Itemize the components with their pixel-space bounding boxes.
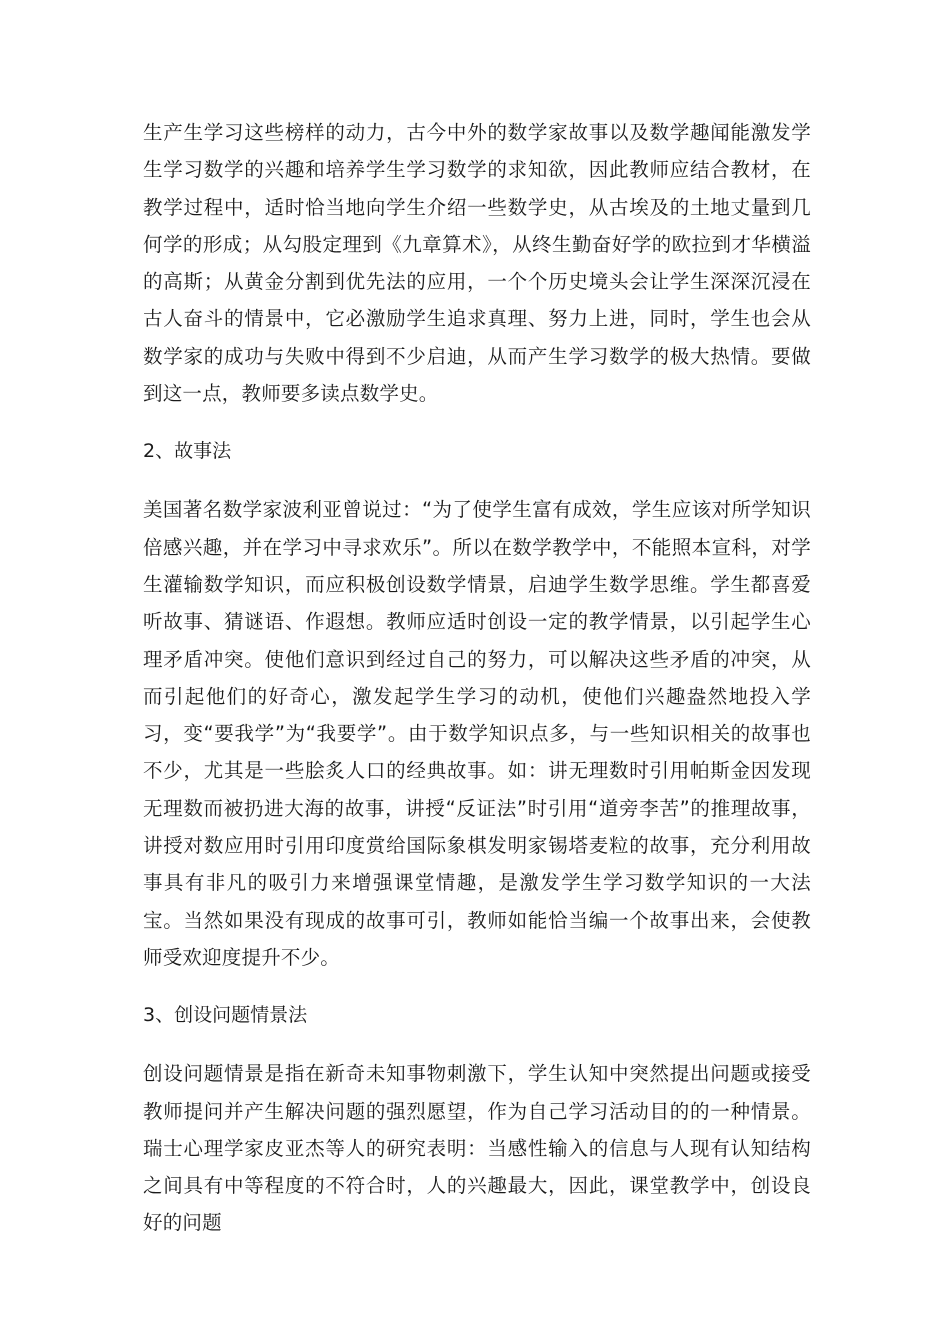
- document-body: [143, 114, 811, 1242]
- heading-problem-scenario-method: 3、创设问题情景法: [143, 1004, 308, 1027]
- paragraph-math-history: 生产生学习这些榜样的动力，古今中外的数学家故事以及数学趣闻能激发学生学习数学的兴趣和培养学生学习数学的求知欲，因此教师应结合教材，在教学过程中，适时恰当地向学生介绍一些数学史，从古埃及的土地丈量到几何学的形成；从勾股定理到《九章算术》，从终生勤奋好学的欧拉到才华横溢的高斯；从黄金分割到优先法的应用，一个个历史境头会让学生深深沉浸在古人奋斗的情景中，它必激励学生追求真理、努力上进，同时，学生也会从数学家的成功与失败中得到不少启迪，从而产生学习数学的极大热情。要做到这一点，教师要多读点数学史。: [143, 121, 811, 406]
- heading-story-method: 2、故事法: [143, 440, 232, 463]
- paragraph-problem-scenario: 创设问题情景是指在新奇未知事物刺激下，学生认知中突然提出问题或接受教师提问并产生解决问题的强烈愿望，作为自己学习活动目的的一种情景。瑞士心理学家皮亚杰等人的研究表明：当感性输入的信息与人现有认知结构之间具有中等程度的不符合时，人的兴趣最大，因此，课堂教学中，创设良好的问题: [143, 1062, 811, 1235]
- paragraph-story-method: 美国著名数学家波利亚曾说过：“为了使学生富有成效，学生应该对所学知识倍感兴趣，并在学习中寻求欢乐”。所以在数学教学中，不能照本宣科，对学生灌输数学知识，而应积极创设数学情景，启迪学生数学思维。学生都喜爱听故事、猜谜语、作遐想。教师应适时创设一定的教学情景，以引起学生心理矛盾冲突。使他们意识到经过自己的努力，可以解决这些矛盾的冲突，从而引起他们的好奇心，激发起学生学习的动机，使他们兴趣盎然地投入学习，变“要我学”为“我要学”。由于数学知识点多，与一些知识相关的故事也不少，尤其是一些脍炙人口的经典故事。如：讲无理数时引用帕斯金因发现无理数而被扔进大海的故事，讲授“反证法”时引用“道旁李苦”的推理故事，讲授对数应用时引用印度赏给国际象棋发明家锡塔麦粒的故事，充分利用故事具有非凡的吸引力来增强课堂情趣，是激发学生学习数学知识的一大法宝。当然如果没有现成的故事可引，教师如能恰当编一个故事出来，会使教师受欢迎度提升不少。: [143, 498, 811, 969]
